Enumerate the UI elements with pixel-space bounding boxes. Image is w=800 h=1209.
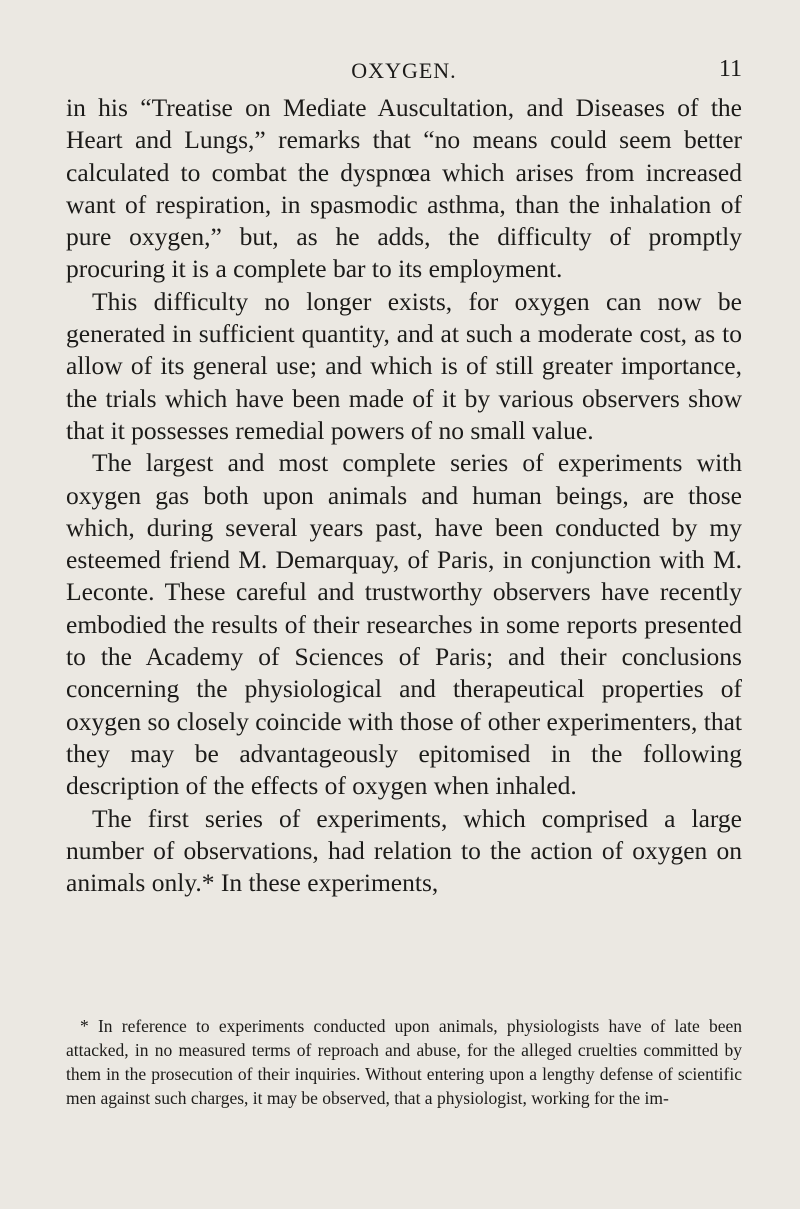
- paragraph-1: in his “Treatise on Mediate Auscultation, and Diseases of the Heart and Lungs,” remarks that “no means could seem better calculated to combat the dyspnœa which arises from increased want of respiration, in spasmodic asthma, than the inhalation of pure oxygen,” but, as he adds, the difficulty of promptly procuring it is a complete bar to its employment.: [66, 93, 742, 284]
- footnote-text: * In reference to experiments conducted upon animals, physiologists have of late been attacked, in no measured terms of reproach and abuse, for the alleged cruelties committed by them in the prosecution of their inquiries. Without entering upon a lengthy defense of scientific men against such charges, it may be observed, that a physiologist, working for the im-: [66, 1016, 742, 1108]
- body-text: [66, 92, 742, 899]
- page-number: 11: [718, 56, 742, 82]
- paragraph-2: This difficulty no longer exists, for oxygen can now be generated in sufficient quantity, and at such a moderate cost, as to allow of its general use; and which is of still greater importance, the trials which have been made of it by various observers show that it possesses remedial powers of no small value.: [66, 286, 742, 445]
- footnote: [66, 1014, 742, 1110]
- paragraph-4: The first series of experiments, which comprised a large number of observations, had relation to the action of oxygen on animals only.* In these experiments,: [66, 803, 742, 898]
- paragraph-3: The largest and most complete series of experiments with oxygen gas both upon animals and human beings, are those which, during several years past, have been conducted by my esteemed friend M. Demarquay, of Paris, in conjunction with M. Leconte. These careful and trustworthy observers have recently embodied the results of their researches in some reports presented to the Academy of Sciences of Paris; and their conclusions concerning the physiological and therapeutical properties of oxygen so closely coincide with those of other experimenters, that they may be advantageously epitomised in the following description of the effects of oxygen when inhaled.: [66, 448, 742, 801]
- page-header: [66, 56, 742, 86]
- running-head: OXYGEN.: [351, 58, 457, 83]
